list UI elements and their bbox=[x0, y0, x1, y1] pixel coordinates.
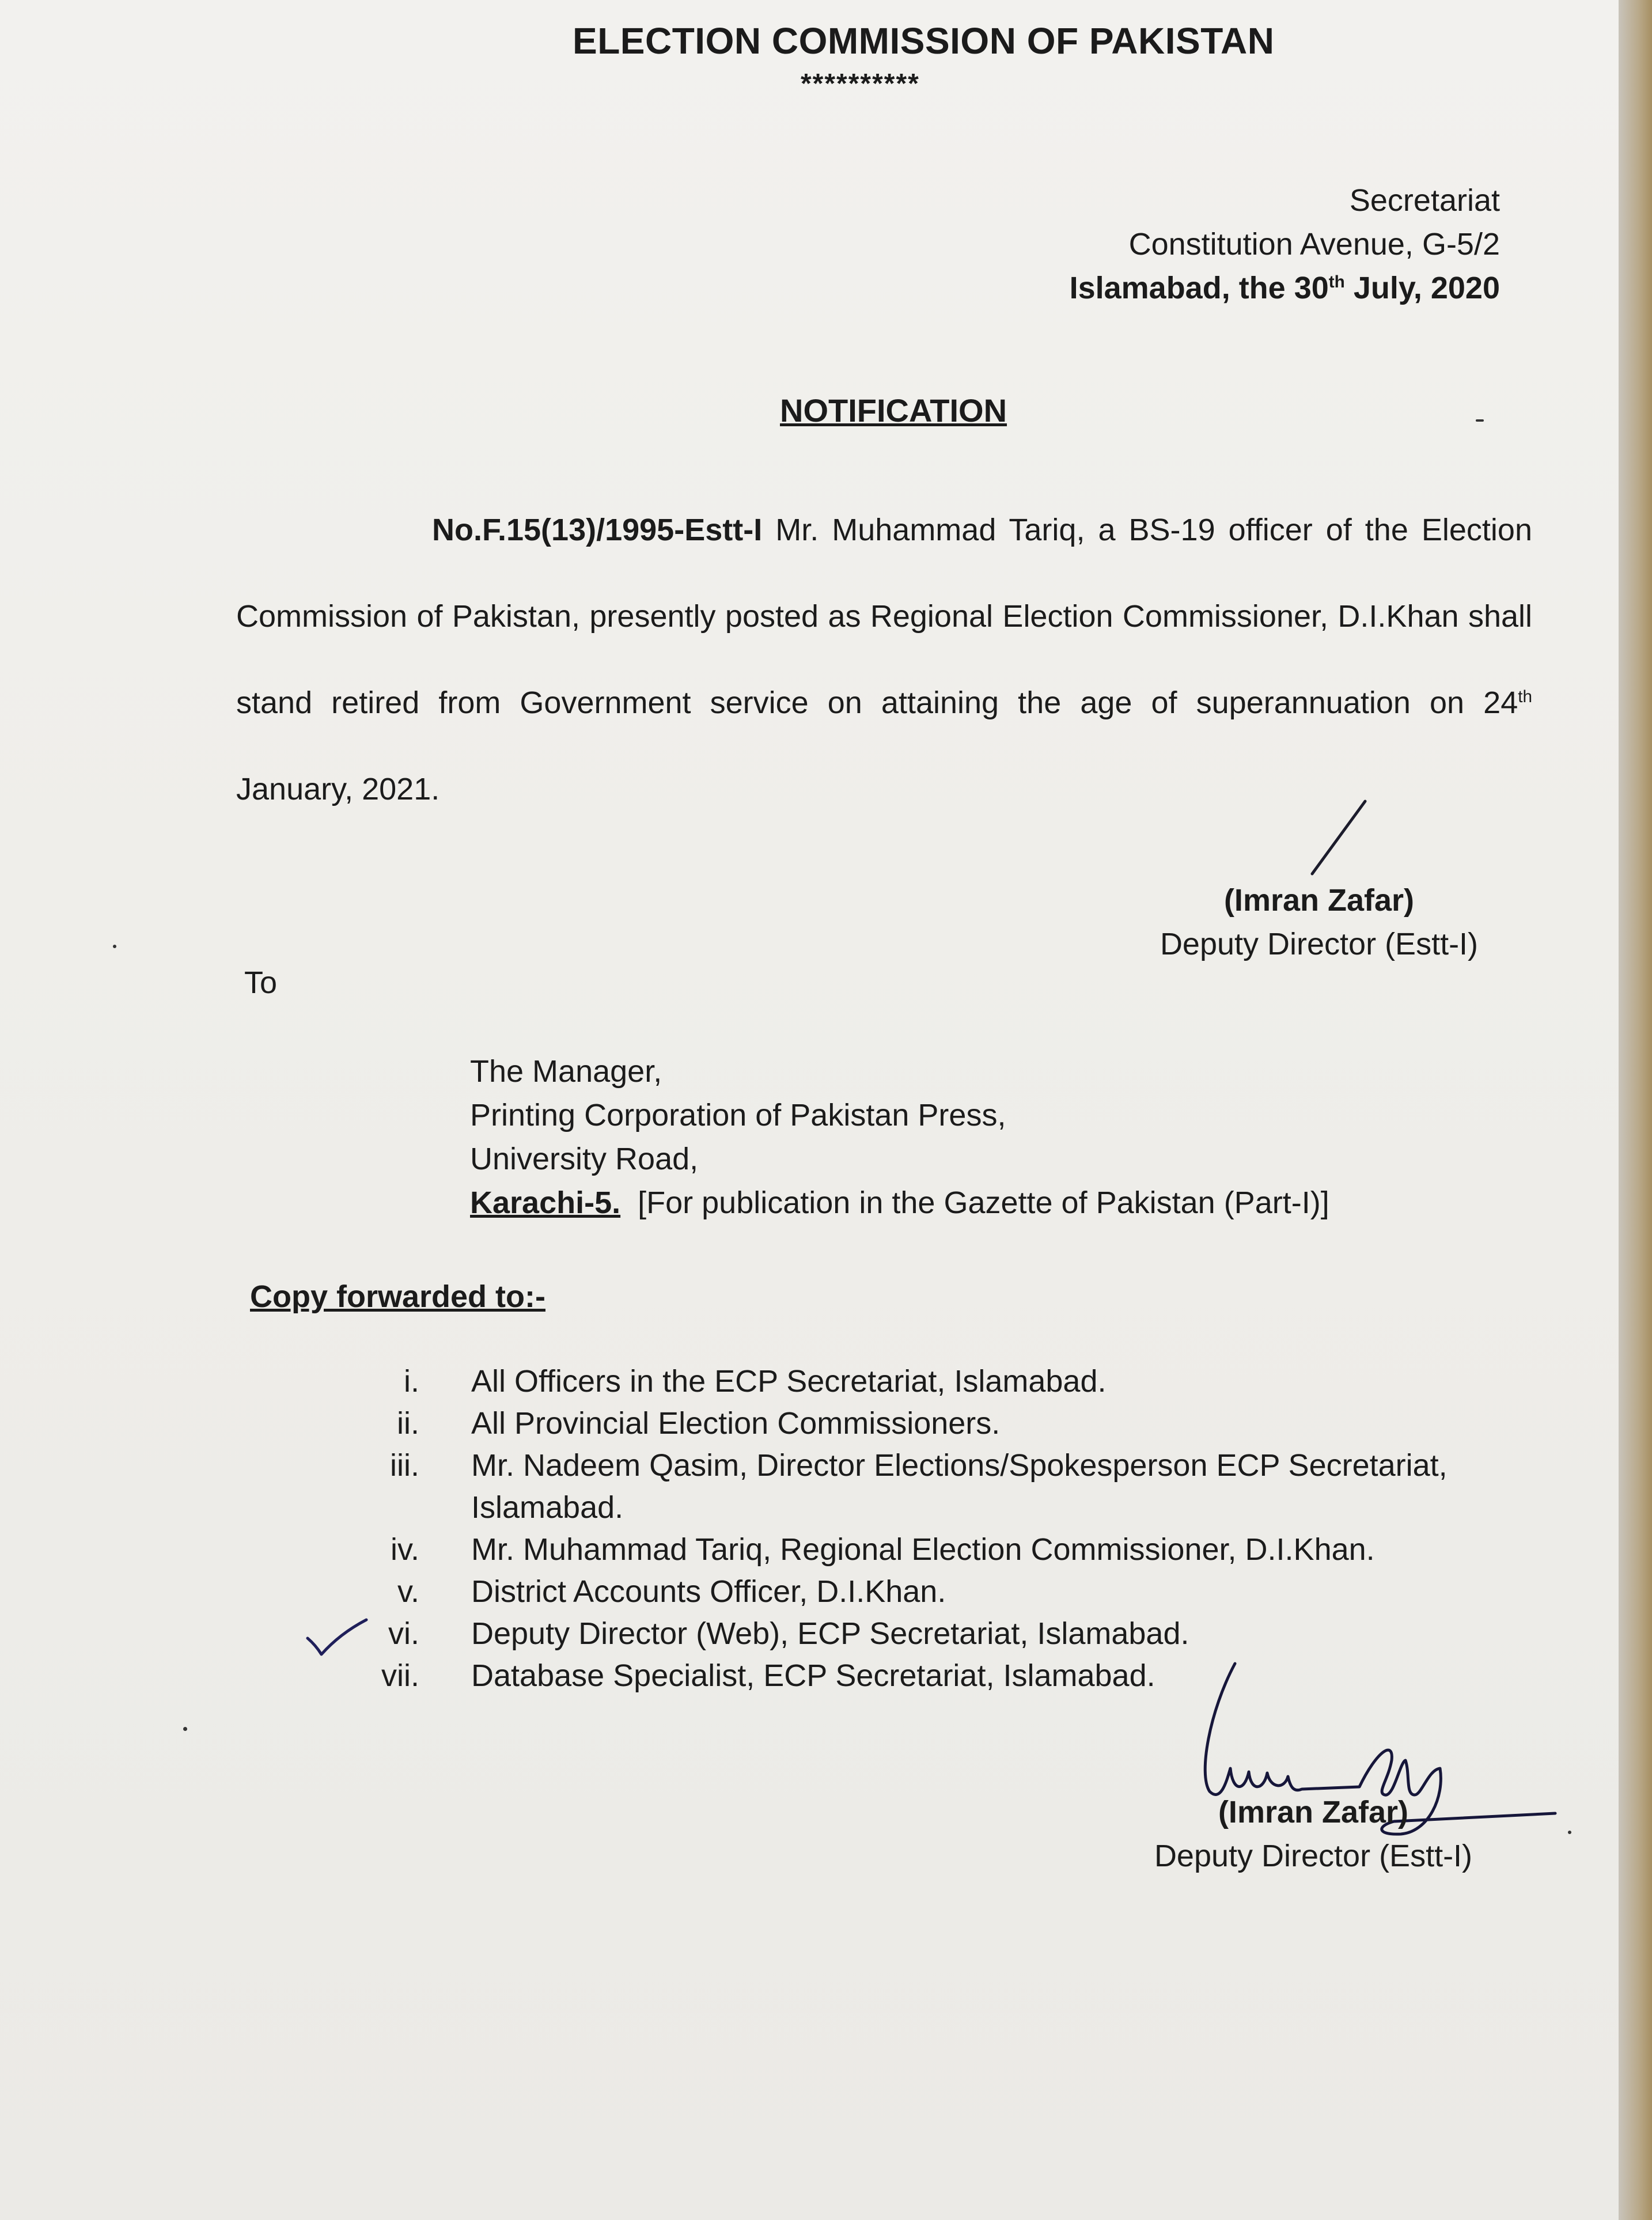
list-item-text: All Officers in the ECP Secretariat, Islamabad. bbox=[471, 1364, 1107, 1399]
address-line-1: Secretariat bbox=[1349, 183, 1500, 218]
paper-speck bbox=[183, 1727, 187, 1731]
signatory-block-1 bbox=[1146, 878, 1492, 966]
list-item bbox=[323, 1361, 1532, 1403]
signatory-2-designation: Deputy Director (Estt-I) bbox=[1154, 1839, 1473, 1873]
check-mark-icon bbox=[305, 1617, 369, 1658]
signatory-1-designation: Deputy Director (Estt-I) bbox=[1160, 927, 1479, 961]
notification-reference: No.F.15(13)/1995-Estt-I bbox=[432, 513, 763, 547]
date-month-year: July, 2020 bbox=[1344, 271, 1500, 305]
list-item-number: i. bbox=[404, 1364, 419, 1399]
office-address bbox=[1070, 179, 1500, 310]
list-item bbox=[323, 1529, 1532, 1571]
recipient-line-4 bbox=[470, 1181, 1329, 1225]
initial-signature-stroke bbox=[1302, 798, 1371, 878]
paper-speck bbox=[113, 945, 116, 948]
list-item-number: iv. bbox=[391, 1532, 419, 1567]
list-item-number: iii. bbox=[390, 1448, 419, 1483]
recipient-line-2: Printing Corporation of Pakistan Press, bbox=[470, 1098, 1006, 1132]
list-item-number: vi. bbox=[388, 1616, 419, 1651]
recipient-line-1: The Manager, bbox=[470, 1054, 662, 1089]
list-item-text: Database Specialist, ECP Secretariat, Islamabad. bbox=[471, 1658, 1155, 1693]
copy-forwarded-heading: Copy forwarded to:- bbox=[250, 1279, 545, 1314]
title-divider-stars: ********** bbox=[801, 69, 920, 99]
recipient-address bbox=[470, 1050, 1329, 1225]
notification-text-2: January, 2021. bbox=[236, 772, 440, 806]
list-item bbox=[323, 1445, 1532, 1529]
address-date-line bbox=[1070, 266, 1500, 310]
signatory-1-name: (Imran Zafar) bbox=[1223, 883, 1415, 918]
list-item-text: District Accounts Officer, D.I.Khan. bbox=[471, 1574, 946, 1609]
list-item-text: All Provincial Election Commissioners. bbox=[471, 1406, 1001, 1441]
paper-speck bbox=[1476, 419, 1484, 422]
list-item bbox=[323, 1403, 1532, 1445]
list-item bbox=[323, 1613, 1532, 1655]
list-item-number: ii. bbox=[397, 1406, 419, 1441]
list-item-number: vii. bbox=[381, 1658, 419, 1693]
recipient-line-3: University Road, bbox=[470, 1142, 699, 1176]
list-item bbox=[323, 1571, 1532, 1613]
notification-text-1: Mr. Muhammad Tariq, a BS-19 officer of the Election Commission of Pakistan, presently posted as Regional Election Commissioner, D.I.Khan shall stand retired from Government service on attaining the age of superannuation on 24 bbox=[236, 513, 1532, 720]
list-item-text: Deputy Director (Web), ECP Secretariat, Islamabad. bbox=[471, 1616, 1189, 1651]
paper-speck bbox=[1568, 1831, 1571, 1834]
signatory-block-2 bbox=[1129, 1790, 1498, 1878]
list-item-text: Mr. Nadeem Qasim, Director Elections/Spokesperson ECP Secretariat, Islamabad. bbox=[471, 1448, 1448, 1525]
list-item-number: v. bbox=[397, 1574, 419, 1609]
date-suffix: th bbox=[1328, 272, 1345, 291]
recipient-city: Karachi-5. bbox=[470, 1185, 621, 1220]
notification-body bbox=[236, 487, 1532, 832]
date-place: Islamabad, the 30 bbox=[1069, 271, 1329, 305]
notification-date-suffix: th bbox=[1518, 687, 1532, 706]
document-title: ELECTION COMMISSION OF PAKISTAN bbox=[573, 20, 1275, 62]
notification-heading: NOTIFICATION bbox=[780, 392, 1007, 429]
copy-forwarded-list bbox=[323, 1361, 1532, 1697]
address-line-2: Constitution Avenue, G-5/2 bbox=[1128, 227, 1500, 262]
list-item-text: Mr. Muhammad Tariq, Regional Election Commissioner, D.I.Khan. bbox=[471, 1532, 1375, 1567]
to-label: To bbox=[244, 965, 278, 1000]
recipient-note: [For publication in the Gazette of Pakistan (Part-I)] bbox=[638, 1185, 1329, 1220]
table-edge bbox=[1619, 0, 1652, 2220]
signatory-2-name: (Imran Zafar) bbox=[1218, 1795, 1409, 1829]
